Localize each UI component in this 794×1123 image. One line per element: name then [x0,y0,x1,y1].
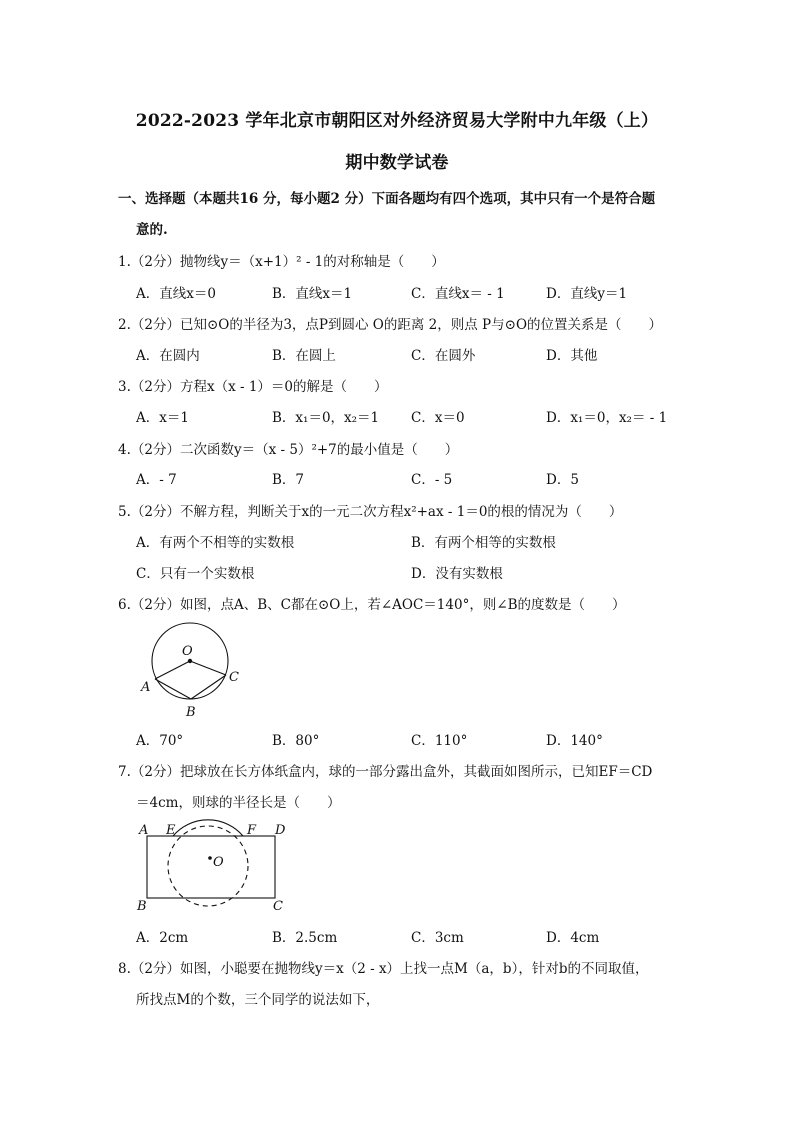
q6-label-o: O [182,644,193,659]
q7-label-a: A [139,823,149,838]
q6-option-a: A．70° [136,733,184,749]
q7-label-d: D [275,823,286,838]
q2-option-d: D．其他 [546,348,598,364]
q2-option-a: A．在圆内 [136,348,200,364]
q4-option-a: A．- 7 [136,472,177,488]
q4-option-b: B．7 [272,472,305,488]
section-heading-cont: 意的. [136,222,168,238]
q6-label-b: B [186,705,196,720]
q6-center-dot [188,659,192,663]
q7-option-c: C．3cm [411,930,464,946]
q7-center-dot [208,856,212,860]
q1-option-d: D．直线y＝1 [546,286,628,302]
exam-title-line2: 期中数学试卷 [345,153,449,173]
q4-option-d: D．5 [546,472,579,488]
q3-option-d: D．x₁＝0，x₂＝ - 1 [546,410,668,426]
q3-option-a: A．x＝1 [136,410,189,426]
exam-title-line1: 2022-2023 学年北京市朝阳区对外经济贸易大学附中九年级（上） [135,111,659,131]
question-7-stem-cont: ＝4cm，则球的半径长是（ ） [136,795,341,811]
q6-circle-figure [130,615,260,725]
question-4-stem: 4.（2分）二次函数y＝（x - 5）²+7的最小值是（ ） [118,442,459,458]
q1-option-b: B．直线x＝1 [272,286,353,302]
question-3-stem: 3.（2分）方程x（x - 1）＝0的解是（ ） [118,379,388,395]
q2-option-b: B．在圆上 [272,348,336,364]
q5-option-b: B．有两个相等的实数根 [411,535,556,551]
q6-radius-oc [190,661,226,675]
question-2-stem: 2.（2分）已知⊙O的半径为3，点P到圆心 O的距离 2，则点 P与⊙O的位置关系是（ ） [118,317,663,333]
q7-ball-visible-arc [173,820,243,836]
q6-radius-oa [155,661,190,679]
q7-option-a: A．2cm [136,930,189,946]
question-5-stem: 5.（2分）不解方程，判断关于x的一元二次方程x²+ax - 1＝0的根的情况为（ ） [118,504,623,520]
question-7-stem: 7.（2分）把球放在长方体纸盒内，球的一部分露出盒外，其截面如图所示，已知EF＝CD [118,764,653,780]
q2-option-c: C．在圆外 [411,348,476,364]
q3-option-b: B．x₁＝0，x₂＝1 [272,410,380,426]
q6-label-c: C [229,670,239,685]
q7-box-ball-figure [130,815,300,915]
q6-option-b: B．80° [272,733,320,749]
q7-option-b: B．2.5cm [272,930,338,946]
q7-label-o: O [213,855,224,870]
q1-option-c: C．直线x＝ - 1 [411,286,505,302]
q7-label-f: F [247,823,257,838]
q7-label-e: E [166,823,176,838]
q7-option-d: D．4cm [546,930,600,946]
q5-option-d: D．没有实数根 [411,566,503,582]
question-8-stem: 8.（2分）如图，小聪要在抛物线y＝x（2 - x）上找一点M（a，b），针对b的不同取值， [118,961,649,977]
question-1-stem: 1.（2分）抛物线y＝（x+1）² - 1的对称轴是（ ） [118,254,445,270]
q6-option-d: D．140° [546,733,603,749]
q1-option-a: A．直线x＝0 [136,286,216,302]
q4-option-c: C．- 5 [411,472,453,488]
q6-label-a: A [141,680,151,695]
section-heading: 一、选择题（本题共16 分，每小题2 分）下面各题均有四个选项，其中只有一个是符合题 [118,191,656,207]
q6-chord-ab [155,679,191,699]
q7-label-c: C [273,899,283,914]
q5-option-a: A．有两个不相等的实数根 [136,535,295,551]
question-8-stem-cont: 所找点M的个数，三个同学的说法如下， [136,992,380,1008]
question-6-stem: 6.（2分）如图，点A、B、C都在⊙O上，若∠AOC＝140°，则∠B的度数是（ ） [118,597,626,613]
q3-option-c: C．x＝0 [411,410,465,426]
q7-label-b: B [137,899,147,914]
q7-ball-hidden-circle [168,826,248,906]
q6-chord-bc [191,675,226,699]
q5-option-c: C．只有一个实数根 [136,566,255,582]
q7-box-rect [147,836,275,898]
q6-option-c: C．110° [411,733,468,749]
